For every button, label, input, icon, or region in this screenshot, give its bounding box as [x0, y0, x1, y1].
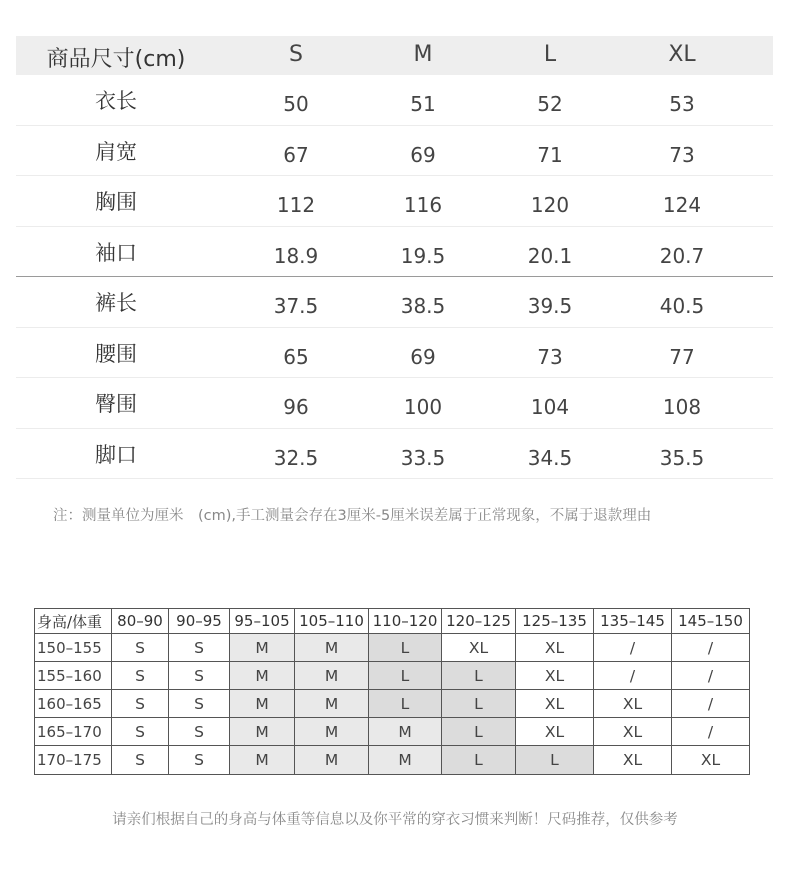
row-value: 38.5 [400, 294, 446, 318]
row-label: 肩宽 [95, 139, 137, 164]
row-value: 40.5 [659, 294, 705, 318]
guide-row [35, 634, 750, 662]
row-value: 32.5 [273, 445, 319, 470]
header-size-m: M [413, 42, 433, 67]
row-value: 19.5 [400, 243, 446, 268]
row-value: 67 [283, 142, 309, 167]
row-value: 50 [283, 92, 309, 116]
guide-cell: XL [594, 718, 672, 746]
guide-cell: L [442, 690, 516, 718]
guide-cell: S [112, 746, 169, 775]
guide-cell: L [369, 690, 442, 718]
header-size-s: S [289, 42, 303, 67]
row-value: 112 [276, 193, 316, 217]
guide-cell: M [230, 634, 295, 662]
row-label: 裤长 [95, 291, 137, 315]
row-value: 120 [530, 193, 570, 217]
guide-header-cell: 110–120 [369, 609, 442, 634]
guide-cell: S [169, 690, 230, 718]
guide-cell: L [516, 746, 594, 775]
guide-row-label: 150–155 [35, 634, 112, 662]
guide-header-cell: 90–95 [169, 609, 230, 634]
row-label: 脚口 [95, 442, 137, 467]
guide-row [35, 690, 750, 718]
row-value: 73 [669, 142, 695, 167]
size-table [16, 36, 773, 479]
row-label: 袖口 [95, 240, 137, 265]
row-value: 100 [403, 395, 443, 419]
row-value: 33.5 [400, 445, 446, 470]
header-size-xl: XL [668, 42, 696, 67]
guide-cell: / [594, 662, 672, 690]
row-label: 腰围 [95, 341, 137, 366]
guide-cell: M [295, 746, 369, 775]
guide-cell: M [230, 746, 295, 775]
guide-cell: M [230, 690, 295, 718]
header-label: 商品尺寸(cm) [46, 47, 186, 72]
guide-cell: L [369, 634, 442, 662]
guide-cell: L [442, 662, 516, 690]
size-row [16, 75, 773, 126]
row-value: 37.5 [273, 294, 319, 318]
guide-cell: XL [594, 690, 672, 718]
guide-row-label: 170–175 [35, 746, 112, 775]
row-value: 65 [283, 344, 309, 369]
measurement-note: 注：测量单位为厘米 (cm),手工测量会存在3厘米-5厘米误差属于正常现象，不属于退款理由 [53, 508, 652, 524]
size-row [16, 429, 773, 480]
guide-header-row [35, 609, 750, 634]
guide-cell: M [295, 690, 369, 718]
row-value: 77 [669, 344, 695, 369]
guide-cell: M [369, 746, 442, 775]
row-value: 96 [283, 395, 309, 419]
guide-cell: / [594, 634, 672, 662]
guide-cell: L [369, 662, 442, 690]
guide-cell: XL [516, 634, 594, 662]
guide-cell: S [169, 634, 230, 662]
guide-row-label: 165–170 [35, 718, 112, 746]
guide-header-cell: 120–125 [442, 609, 516, 634]
guide-cell: L [442, 746, 516, 775]
guide-row [35, 718, 750, 746]
size-advice-footer: 请亲们根据自己的身高与体重等信息以及你平常的穿衣习惯来判断！尺码推荐，仅供参考 [112, 812, 678, 828]
guide-cell: XL [442, 634, 516, 662]
guide-header-cell: 身高/体重 [35, 609, 112, 634]
guide-cell: / [672, 690, 750, 718]
guide-cell: S [169, 718, 230, 746]
guide-header-cell: 80–90 [112, 609, 169, 634]
row-value: 52 [537, 92, 563, 116]
guide-cell: S [112, 634, 169, 662]
guide-cell: XL [516, 690, 594, 718]
guide-cell: S [169, 746, 230, 775]
guide-cell: XL [672, 746, 750, 775]
header-size-l: L [543, 42, 557, 67]
guide-cell: S [169, 662, 230, 690]
size-row [16, 378, 773, 429]
guide-cell: M [295, 718, 369, 746]
guide-cell: XL [516, 718, 594, 746]
row-value: 39.5 [527, 294, 573, 318]
size-guide-table [34, 608, 750, 775]
row-value: 20.7 [659, 243, 705, 268]
guide-cell: M [230, 718, 295, 746]
size-row [16, 277, 773, 328]
guide-cell: / [672, 634, 750, 662]
size-row [16, 126, 773, 177]
guide-cell: M [295, 634, 369, 662]
guide-row-label: 160–165 [35, 690, 112, 718]
guide-cell: / [672, 662, 750, 690]
row-value: 104 [530, 395, 570, 419]
guide-header-cell: 145–150 [672, 609, 750, 634]
row-value: 35.5 [659, 445, 705, 470]
row-label: 衣长 [95, 89, 137, 113]
guide-header-cell: 105–110 [295, 609, 369, 634]
guide-cell: S [112, 718, 169, 746]
guide-cell: S [112, 690, 169, 718]
guide-row-label: 155–160 [35, 662, 112, 690]
size-table-header [16, 36, 773, 75]
row-value: 18.9 [273, 243, 319, 268]
row-label: 臀围 [95, 392, 137, 416]
guide-cell: M [295, 662, 369, 690]
size-row [16, 227, 773, 278]
row-value: 20.1 [527, 243, 573, 268]
row-value: 71 [537, 142, 563, 167]
row-value: 69 [410, 344, 436, 369]
guide-row [35, 662, 750, 690]
guide-cell: XL [594, 746, 672, 775]
row-value: 108 [662, 395, 702, 419]
row-value: 69 [410, 142, 436, 167]
guide-cell: XL [516, 662, 594, 690]
guide-cell: M [369, 718, 442, 746]
size-row [16, 328, 773, 379]
guide-cell: / [672, 718, 750, 746]
row-value: 34.5 [527, 445, 573, 470]
guide-row [35, 746, 750, 775]
row-value: 124 [662, 193, 702, 217]
guide-cell: M [230, 662, 295, 690]
row-value: 73 [537, 344, 563, 369]
row-value: 51 [410, 92, 436, 116]
row-value: 116 [403, 193, 443, 217]
guide-cell: S [112, 662, 169, 690]
row-value: 53 [669, 92, 695, 116]
guide-header-cell: 125–135 [516, 609, 594, 634]
guide-header-cell: 95–105 [230, 609, 295, 634]
guide-cell: L [442, 718, 516, 746]
row-label: 胸围 [95, 190, 137, 214]
size-row [16, 176, 773, 227]
guide-header-cell: 135–145 [594, 609, 672, 634]
